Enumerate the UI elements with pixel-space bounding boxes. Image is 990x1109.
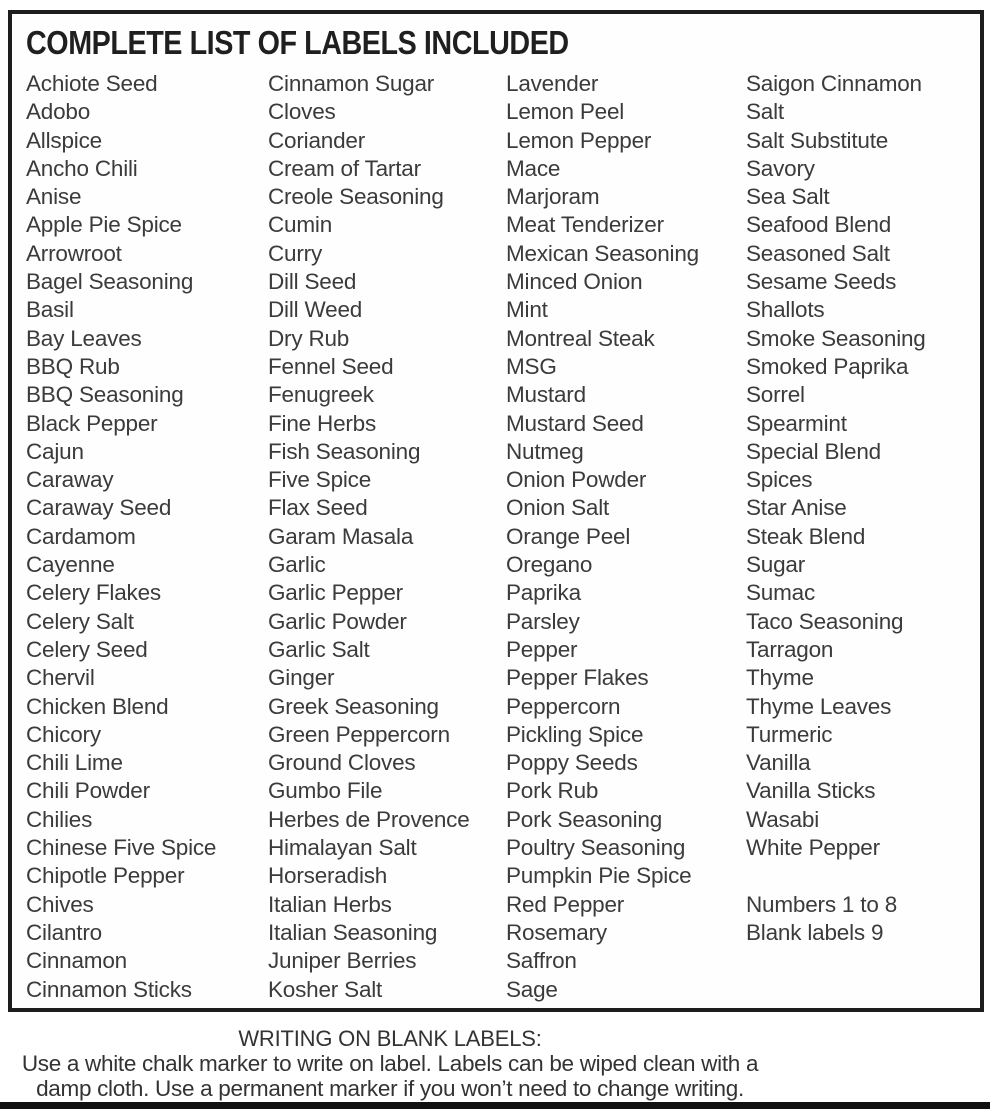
label-item: Chilies — [26, 806, 93, 832]
label-item: Chinese Five Spice — [26, 835, 217, 861]
label-item: Creole Seasoning — [268, 184, 444, 210]
labels-column-4 — [746, 70, 966, 1004]
label-item: Pork Rub — [506, 778, 599, 804]
label-item: Savory — [746, 155, 815, 181]
label-item: Garlic Pepper — [268, 580, 403, 606]
label-item: Vanilla — [746, 750, 811, 776]
label-item: Juniper Berries — [268, 948, 417, 974]
label-item: Salt Substitute — [746, 127, 889, 153]
label-item: Tarragon — [746, 636, 834, 662]
label-item: Apple Pie Spice — [26, 212, 182, 238]
label-item: Garlic Powder — [268, 608, 407, 634]
label-item: Italian Herbs — [268, 891, 392, 917]
label-item: Star Anise — [746, 495, 847, 521]
label-item: Chicory — [26, 721, 101, 747]
label-item: Chili Lime — [26, 750, 123, 776]
label-item: Horseradish — [268, 863, 388, 889]
label-item: Fine Herbs — [268, 410, 377, 436]
label-item: Montreal Steak — [506, 325, 655, 351]
label-item: Paprika — [506, 580, 581, 606]
footer-heading: WRITING ON BLANK LABELS: — [238, 1026, 542, 1051]
label-item: Seasoned Salt — [746, 240, 890, 266]
label-item: Basil — [26, 297, 74, 323]
label-item: Dill Weed — [268, 297, 363, 323]
label-item: Onion Powder — [506, 467, 647, 493]
footer-line-2: damp cloth. Use a permanent marker if you won’t need to change writing. — [36, 1075, 744, 1101]
label-item: Minced Onion — [506, 269, 643, 295]
label-item: Achiote Seed — [26, 71, 158, 96]
label-item: Meat Tenderizer — [506, 212, 664, 238]
label-item: Black Pepper — [26, 410, 158, 436]
labels-list — [12, 68, 980, 1004]
label-item: Wasabi — [746, 806, 819, 832]
label-item: Himalayan Salt — [268, 835, 417, 861]
label-item: Greek Seasoning — [268, 693, 439, 719]
label-item: Dry Rub — [268, 325, 350, 351]
label-item: Poppy Seeds — [506, 750, 638, 776]
label-item: Poultry Seasoning — [506, 835, 686, 861]
label-item: Garlic — [268, 552, 326, 578]
labels-column-3 — [506, 70, 746, 1004]
label-item: Kosher Salt — [268, 976, 383, 1002]
label-item: Mint — [506, 297, 548, 323]
label-item: Fish Seasoning — [268, 438, 421, 464]
label-item: Cilantro — [26, 919, 102, 945]
label-item: Bay Leaves — [26, 325, 142, 351]
label-item: Thyme — [746, 665, 814, 691]
label-item: Spearmint — [746, 410, 847, 436]
label-item: Taco Seasoning — [746, 608, 904, 634]
label-item: Herbes de Provence — [268, 806, 470, 832]
label-item: Cinnamon Sugar — [268, 71, 435, 96]
column-spacer — [746, 862, 966, 890]
label-item: Shallots — [746, 297, 825, 323]
label-item: Rosemary — [506, 919, 607, 945]
label-item: Celery Salt — [26, 608, 134, 634]
label-item: Adobo — [26, 99, 91, 125]
labels-box — [8, 10, 984, 1012]
page-title: COMPLETE LIST OF LABELS INCLUDED — [26, 24, 569, 61]
label-item: Mustard — [506, 382, 586, 408]
label-item: Smoke Seasoning — [746, 325, 926, 351]
label-item: Pepper Flakes — [506, 665, 649, 691]
label-item: Allspice — [26, 127, 102, 153]
label-item: Salt — [746, 99, 784, 125]
label-item: Cinnamon — [26, 948, 127, 974]
label-item: Spices — [746, 467, 813, 493]
label-item: Garlic Salt — [268, 636, 370, 662]
label-item: Bagel Seasoning — [26, 269, 194, 295]
label-item: Blank labels 9 — [746, 919, 884, 945]
label-item: Numbers 1 to 8 — [746, 891, 898, 917]
label-item: Vanilla Sticks — [746, 778, 876, 804]
label-item: Lavender — [506, 71, 599, 96]
label-item: Smoked Paprika — [746, 353, 909, 379]
label-item: Chervil — [26, 665, 95, 691]
label-item: Green Peppercorn — [268, 721, 450, 747]
label-item: Steak Blend — [746, 523, 866, 549]
label-item: Saffron — [506, 948, 577, 974]
label-item: Cajun — [26, 438, 84, 464]
label-item: Cinnamon Sticks — [26, 976, 192, 1002]
label-item: BBQ Seasoning — [26, 382, 184, 408]
label-item: Gumbo File — [268, 778, 383, 804]
label-item: Celery Flakes — [26, 580, 161, 606]
label-item: White Pepper — [746, 835, 880, 861]
label-item: Ground Cloves — [268, 750, 416, 776]
label-item: Cumin — [268, 212, 333, 238]
label-item: Flax Seed — [268, 495, 368, 521]
label-item: Special Blend — [746, 438, 881, 464]
label-item: Caraway — [26, 467, 114, 493]
label-item: Chicken Blend — [26, 693, 169, 719]
label-item: Pumpkin Pie Spice — [506, 863, 692, 889]
label-item: Italian Seasoning — [268, 919, 438, 945]
label-item: Coriander — [268, 127, 366, 153]
label-item: Sugar — [746, 552, 806, 578]
label-item: BBQ Rub — [26, 353, 120, 379]
label-item: Curry — [268, 240, 322, 266]
label-item: Five Spice — [268, 467, 372, 493]
label-item: Sorrel — [746, 382, 805, 408]
label-item: Cardamom — [26, 523, 136, 549]
label-item: Celery Seed — [26, 636, 148, 662]
labels-column-1 — [26, 70, 268, 1004]
label-item: Seafood Blend — [746, 212, 892, 238]
label-item: Mexican Seasoning — [506, 240, 699, 266]
labels-column-2 — [268, 70, 506, 1004]
label-item: Nutmeg — [506, 438, 584, 464]
label-item: Garam Masala — [268, 523, 414, 549]
label-item: Sesame Seeds — [746, 269, 897, 295]
label-item: Sumac — [746, 580, 816, 606]
label-item: Mustard Seed — [506, 410, 644, 436]
label-item: Sage — [506, 976, 558, 1002]
label-item: Dill Seed — [268, 269, 357, 295]
label-item: Anise — [26, 184, 82, 210]
label-item: Turmeric — [746, 721, 833, 747]
label-item: Cayenne — [26, 552, 115, 578]
label-item: Parsley — [506, 608, 580, 634]
label-item: Chipotle Pepper — [26, 863, 185, 889]
label-item: Pork Seasoning — [506, 806, 663, 832]
label-item: Thyme Leaves — [746, 693, 892, 719]
label-item: Fenugreek — [268, 382, 374, 408]
footer-line-1: Use a white chalk marker to write on label. Labels can be wiped clean with a — [21, 1051, 759, 1076]
label-item: Onion Salt — [506, 495, 610, 521]
label-item: Orange Peel — [506, 523, 631, 549]
label-item: Arrowroot — [26, 240, 122, 266]
label-item: Red Pepper — [506, 891, 625, 917]
label-item: Marjoram — [506, 184, 600, 210]
label-item: Cream of Tartar — [268, 155, 421, 181]
label-item: Oregano — [506, 552, 593, 578]
label-item: Cloves — [268, 99, 336, 125]
label-item: Pepper — [506, 636, 578, 662]
writing-instructions — [0, 1026, 780, 1101]
label-item: Peppercorn — [506, 693, 621, 719]
label-item: Chili Powder — [26, 778, 150, 804]
label-item: Pickling Spice — [506, 721, 644, 747]
label-item: Saigon Cinnamon — [746, 71, 922, 96]
label-item: Lemon Pepper — [506, 127, 652, 153]
label-item: Ginger — [268, 665, 335, 691]
label-item: Fennel Seed — [268, 353, 394, 379]
bottom-border-bar — [0, 1102, 990, 1109]
label-item: Ancho Chili — [26, 155, 138, 181]
label-item: Sea Salt — [746, 184, 830, 210]
label-item: Chives — [26, 891, 94, 917]
label-item: Caraway Seed — [26, 495, 172, 521]
label-item: Lemon Peel — [506, 99, 625, 125]
label-item: MSG — [506, 353, 557, 379]
label-item: Mace — [506, 155, 561, 181]
